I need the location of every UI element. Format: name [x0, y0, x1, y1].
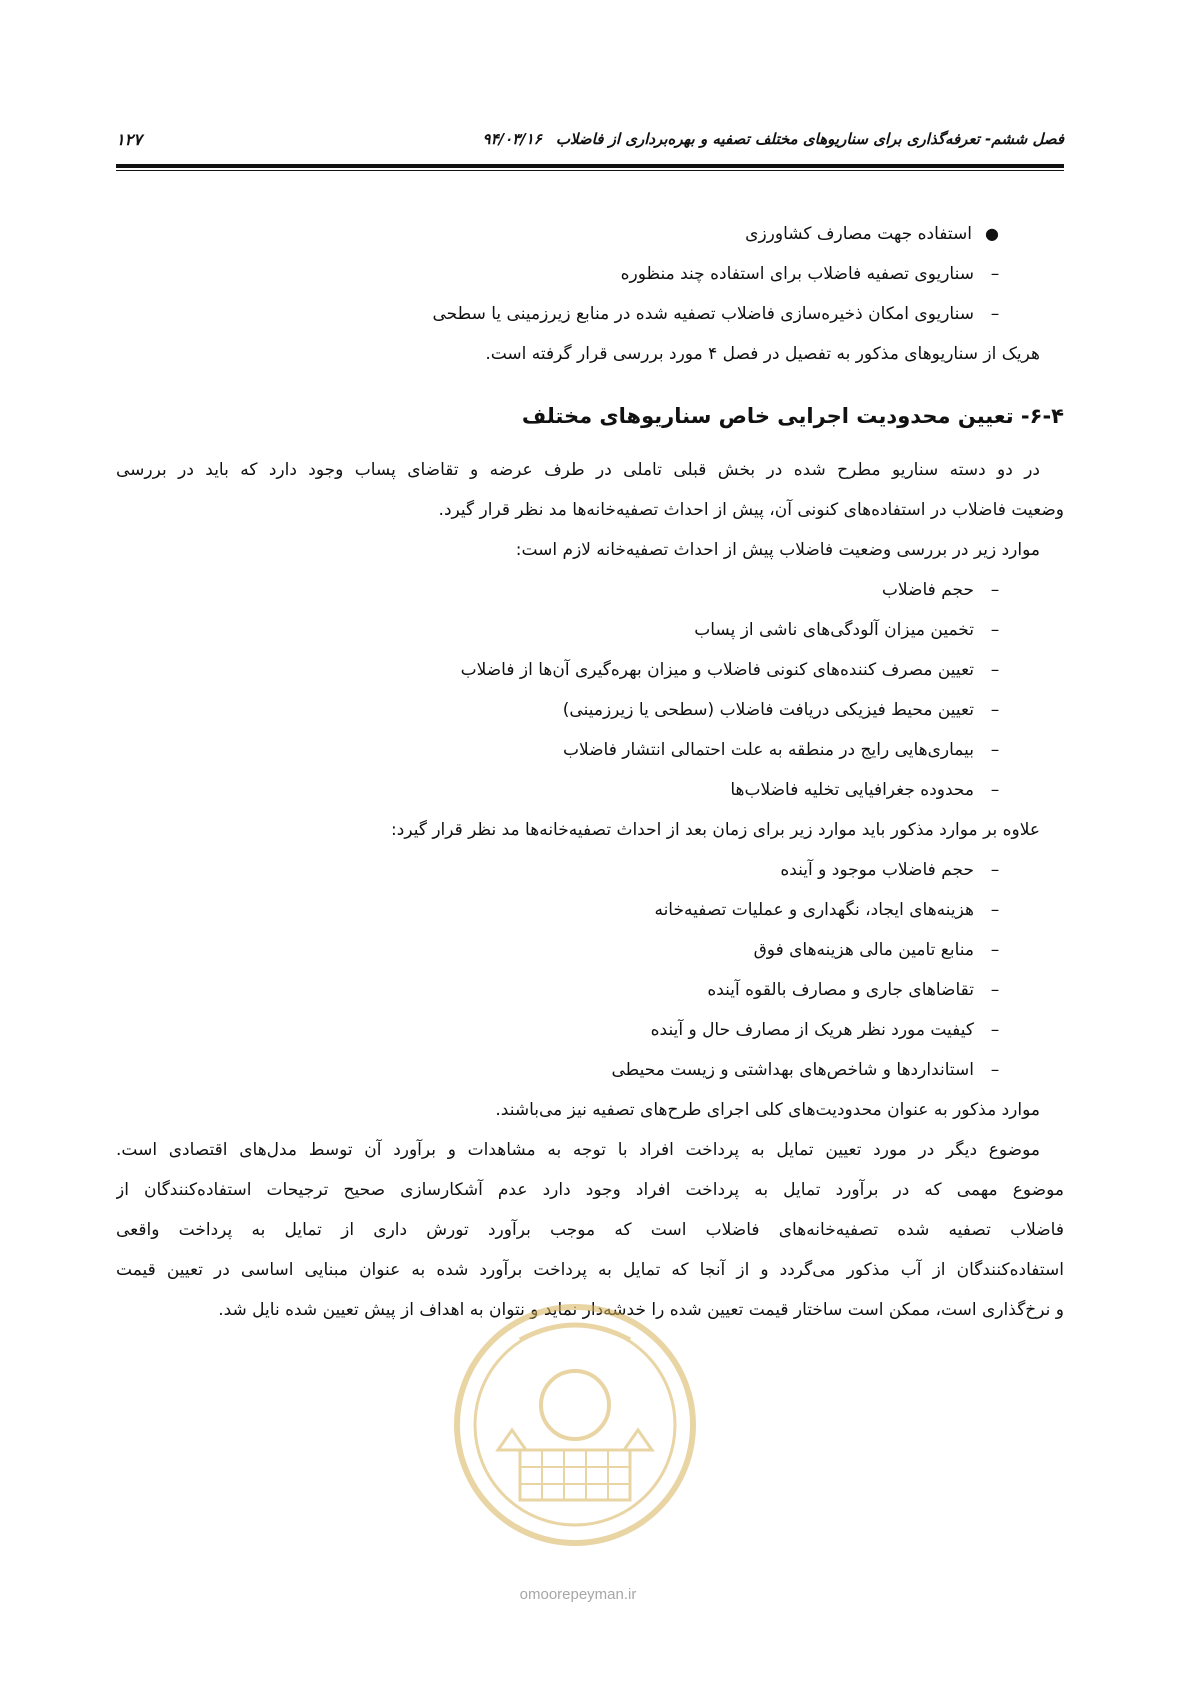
dash-icon: –: [990, 860, 1000, 880]
list-intro: موارد زیر در بررسی وضعیت فاضلاب پیش از احداث تصفیه‌خانه لازم است:: [515, 540, 1040, 560]
list-intro: علاوه بر موارد مذکور باید موارد زیر برای زمان بعد از احداث تصفیه‌خانه‌ها مد نظر قرار گیرد:: [391, 820, 1040, 840]
dash-icon: –: [990, 940, 1000, 960]
header-rule-thin: [116, 170, 1064, 171]
dash-icon: –: [990, 620, 1000, 640]
dash-icon: –: [990, 1060, 1000, 1080]
list-item-text: حجم فاضلاب: [881, 580, 974, 600]
list-item-text: سناریوی امکان ذخیره‌سازی فاضلاب تصفیه شده در منابع زیرزمینی یا سطحی: [432, 304, 974, 324]
list-item-text: محدوده جغرافیایی تخلیه فاضلاب‌ها: [730, 780, 974, 800]
list-item-text: حجم فاضلاب موجود و آینده: [780, 860, 974, 880]
list-item: [116, 570, 1064, 610]
paragraph-line: وضعیت فاضلاب در استفاده‌های کنونی آن، پیش از احداث تصفیه‌خانه‌ها مد نظر قرار گیرد.: [438, 500, 1064, 520]
list-item-text: هزینه‌های ایجاد، نگهداری و عملیات تصفیه‌خانه: [654, 900, 974, 920]
list-item: [116, 610, 1064, 650]
list-item-text: بیماری‌هایی رایج در منطقه به علت احتمالی انتشار فاضلاب: [562, 740, 974, 760]
list-item: [116, 1050, 1064, 1090]
header-date: ۹۴/۰۳/۱۶: [482, 130, 542, 148]
watermark-site: omoorepeyman.ir: [519, 1586, 637, 1603]
paragraph-line: موضوع دیگر در مورد تعیین تمایل به پرداخت افراد با توجه به مشاهدات و برآورد آن توسط مدل‌های اقتصادی است.: [116, 1140, 1040, 1160]
header-rule-thick: [116, 164, 1064, 168]
list-item-text: تعیین محیط فیزیکی دریافت فاضلاب (سطحی یا زیرزمینی): [562, 700, 974, 720]
list-item: [116, 254, 1064, 294]
list-item: [116, 850, 1064, 890]
dash-icon: –: [990, 780, 1000, 800]
list-item-text: تقاضاهای جاری و مصارف بالقوه آینده: [707, 980, 974, 1000]
page-header: [116, 126, 1064, 156]
dash-icon: –: [990, 980, 1000, 1000]
list-item: [116, 970, 1064, 1010]
list-item: [116, 214, 1064, 254]
watermark-seal-icon: [450, 1300, 700, 1550]
list-item: [116, 294, 1064, 334]
list-item-text: منابع تامین مالی هزینه‌های فوق: [753, 940, 974, 960]
paragraph-line: استفاده‌کنندگان از آب مذکور می‌گردد و از آنجا که تمایل به پرداخت برآورد شده به عنوان مبنایی اساسی در تعیین قیمت: [116, 1260, 1064, 1280]
paragraph-line: و نرخ‌گذاری است، ممکن است ساختار قیمت تعیین شده را خدشه‌دار نماید و نتوان به اهداف از پیش تعیین شده نایل شد.: [218, 1300, 1064, 1320]
page-number: ۱۲۷: [116, 130, 142, 149]
list-item: [116, 890, 1064, 930]
list-item-text: استفاده جهت مصارف کشاورزی: [745, 224, 972, 244]
dash-icon: –: [990, 660, 1000, 680]
list-item-text: کیفیت مورد نظر هریک از مصارف حال و آینده: [650, 1020, 974, 1040]
list-item: [116, 1010, 1064, 1050]
list-item-text: تخمین میزان آلودگی‌های ناشی از پساب: [694, 620, 974, 640]
paragraph-line: موضوع مهمی که در برآورد تمایل به پرداخت افراد وجود دارد عدم آشکارسازی صحیح ترجیحات استفاده‌کنندگان از: [116, 1180, 1064, 1200]
list-item: [116, 650, 1064, 690]
page-body: [116, 214, 1064, 1330]
dash-icon: –: [990, 740, 1000, 760]
list-item: [116, 730, 1064, 770]
list-item-text: استانداردها و شاخص‌های بهداشتی و زیست محیطی: [611, 1060, 974, 1080]
paragraph: هریک از سناریوهای مذکور به تفصیل در فصل ۴ مورد بررسی قرار گرفته است.: [485, 344, 1040, 364]
list-item: [116, 690, 1064, 730]
list-item-text: تعیین مصرف کننده‌های کنونی فاضلاب و میزان بهره‌گیری آن‌ها از فاضلاب: [460, 660, 974, 680]
section-heading: ۶-۴- تعیین محدودیت اجرایی خاص سناریوهای مختلف: [521, 404, 1064, 428]
bullet-icon: ●: [985, 224, 999, 243]
list-item: [116, 930, 1064, 970]
dash-icon: –: [990, 580, 1000, 600]
list-item-text: سناریوی تصفیه فاضلاب برای استفاده چند منظوره: [620, 264, 974, 284]
list-item: [116, 770, 1064, 810]
dash-icon: –: [990, 304, 1000, 324]
dash-icon: –: [990, 1020, 1000, 1040]
paragraph-line: در دو دسته سناریو مطرح شده در بخش قبلی تاملی در طرف عرضه و تقاضای پساب وجود دارد که باید در بررسی: [116, 460, 1040, 480]
paragraph: موارد مذکور به عنوان محدودیت‌های کلی اجرای طرح‌های تصفیه نیز می‌باشند.: [495, 1100, 1040, 1120]
paragraph-line: فاضلاب تصفیه شده تصفیه‌خانه‌های فاضلاب است که موجب برآورد تورش داری از تمایل به پرداخت واقعی: [116, 1220, 1064, 1240]
chapter-title: [483, 130, 1064, 148]
dash-icon: –: [990, 900, 1000, 920]
dash-icon: –: [990, 264, 1000, 284]
dash-icon: –: [990, 700, 1000, 720]
chapter-title-text: فصل ششم- تعرفه‌گذاری برای سناریوهای مختلف تصفیه و بهره‌برداری از فاضلاب: [555, 130, 1064, 148]
